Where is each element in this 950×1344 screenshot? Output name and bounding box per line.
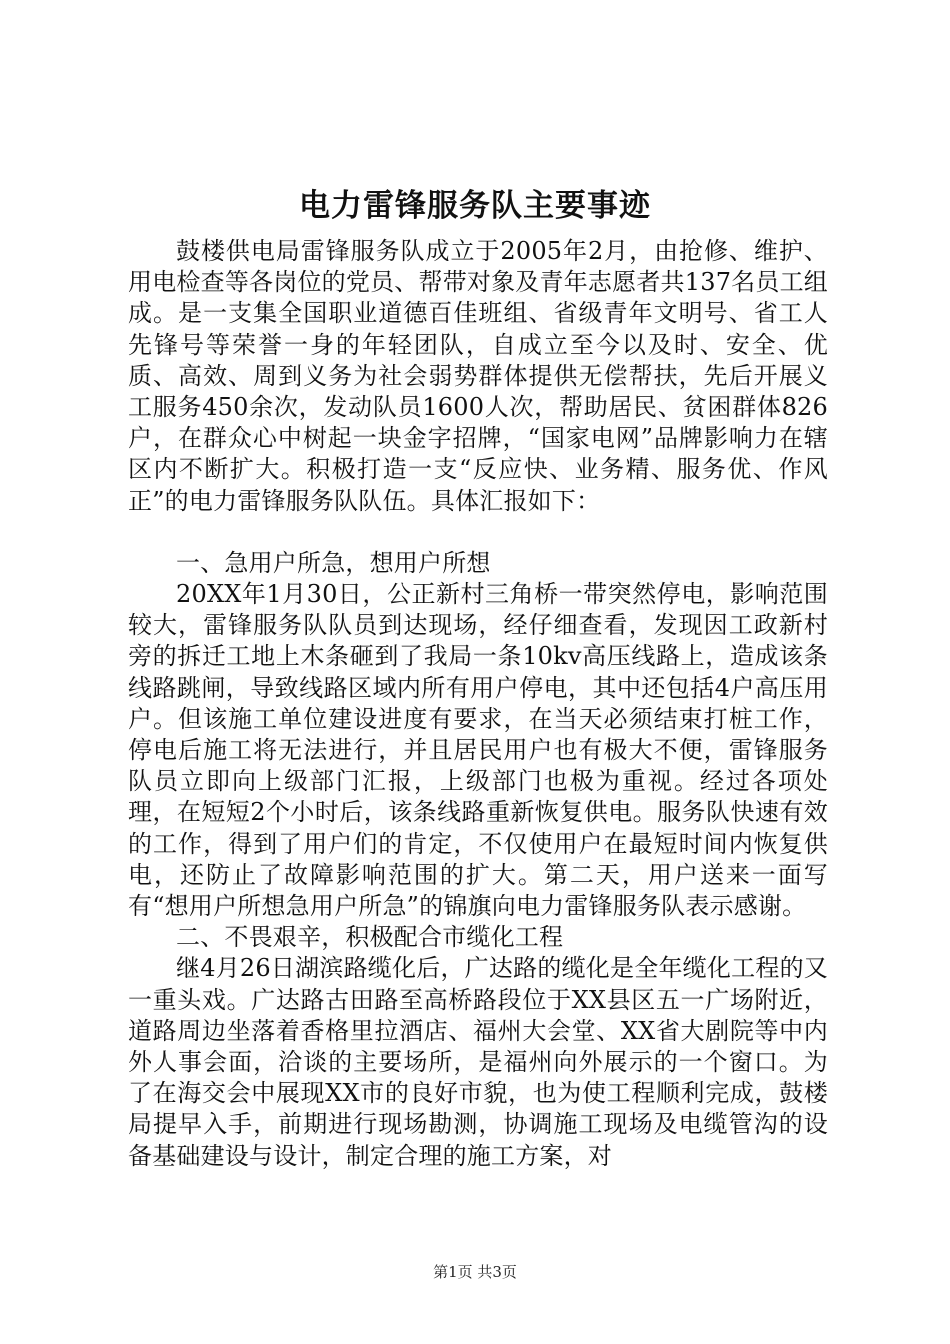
section-2-paragraph: 继4月26日湖滨路缆化后，广达路的缆化是全年缆化工程的又一重头戏。广达路古田路至高桥路段位于XX县区五一广场附近，道路周边坐落着香格里拉酒店、福州大会堂、XX省大剧院等中内外人事会面，洽谈的主要场所，是福州向外展示的一个窗口。为了在海交会中展现XX市的良好市貌，也为使工程顺利完成，鼓楼局提早入手，前期进行现场勘测，协调施工现场及电缆管沟的设备基础建设与设计，制定合理的施工方案，对 xyxy=(128,954,828,1170)
section-1-heading: 一、急用户所急，想用户所想 xyxy=(176,548,491,577)
section-2-heading: 二、不畏艰辛，积极配合市缆化工程 xyxy=(176,923,564,952)
document-title: 电力雷锋服务队主要事迹 xyxy=(299,188,651,224)
intro-paragraph: 鼓楼供电局雷锋服务队成立于2005年2月，由抢修、维护、用电检查等各岗位的党员、帮带对象及青年志愿者共137名员工组成。是一支集全国职业道德百佳班组、省级青年文明号、省工人先锋号等荣誉一身的年轻团队，自成立至今以及时、安全、优质、高效、周到义务为社会弱势群体提供无偿帮扶，先后开展义工服务450余次，发动队员1600人次，帮助居民、贫困群体826户，在群众心中树起一块金字招牌，“国家电网”品牌影响力在辖区内不断扩大。积极打造一支“反应快、业务精、服务优、作风正”的电力雷锋服务队队伍。具体汇报如下： xyxy=(128,237,828,515)
page-footer: 第1页 共3页 xyxy=(433,1263,517,1281)
section-1-paragraph: 20XX年1月30日，公正新村三角桥一带突然停电，影响范围较大，雷锋服务队队员到达现场，经仔细查看，发现因工政新村旁的拆迁工地上木条砸到了我局一条10kv高压线路上，造成该条线路跳闸，导致线路区域内所有用户停电，其中还包括4户高压用户。但该施工单位建设进度有要求，在当天必须结束打桩工作，停电后施工将无法进行，并且居民用户也有极大不便，雷锋服务队员立即向上级部门汇报，上级部门也极为重视。经过各项处理，在短短2个小时后，该条线路重新恢复供电。服务队快速有效的工作，得到了用户们的肯定，不仅使用户在最短时间内恢复供电，还防止了故障影响范围的扩大。第二天，用户送来一面写有“想用户所想急用户所急”的锦旗向电力雷锋服务队表示感谢。 xyxy=(128,580,828,921)
document-body xyxy=(128,236,828,1172)
